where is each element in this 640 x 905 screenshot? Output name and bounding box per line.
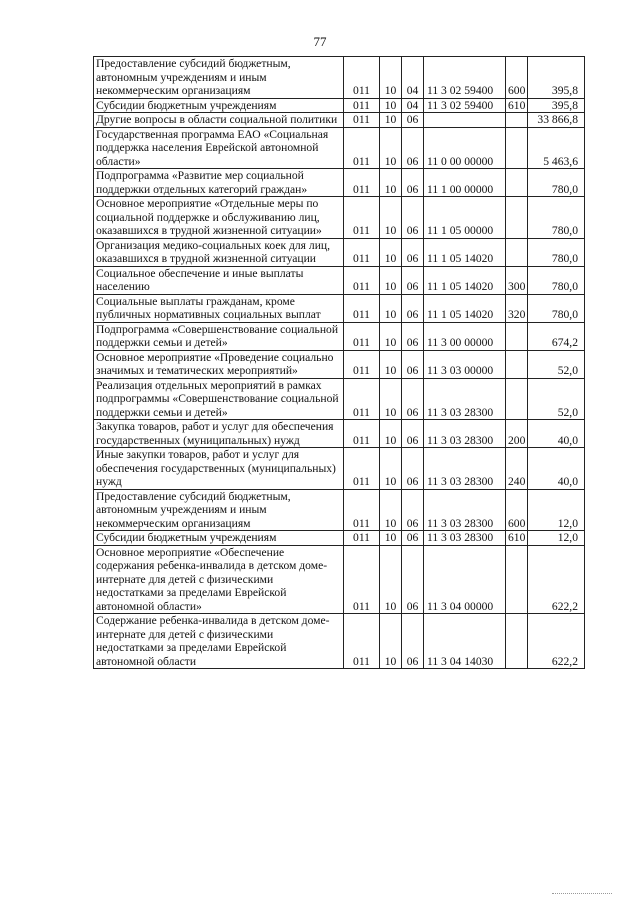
row-section-code: 10 bbox=[380, 127, 402, 169]
row-section-code: 10 bbox=[380, 238, 402, 266]
budget-table bbox=[93, 56, 585, 669]
row-name-cell: Субсидии бюджетным учреждениям bbox=[94, 98, 344, 113]
table-row bbox=[94, 531, 585, 546]
row-expense-type: 600 bbox=[506, 57, 528, 99]
row-subsection-code: 06 bbox=[402, 294, 424, 322]
row-name-cell: Государственная программа ЕАО «Социальная поддержка населения Еврейской автономной области» bbox=[94, 127, 344, 169]
row-expense-type: 200 bbox=[506, 420, 528, 448]
row-amount: 40,0 bbox=[528, 420, 585, 448]
page-number: 77 bbox=[313, 34, 327, 49]
row-expense-type: 320 bbox=[506, 294, 528, 322]
row-subsection-code: 06 bbox=[402, 322, 424, 350]
row-section-code: 10 bbox=[380, 545, 402, 614]
row-name-cell: Основное мероприятие «Отдельные меры по социальной поддержке и обслуживанию лиц, оказавшихся в трудной жизненной ситуации» bbox=[94, 197, 344, 239]
row-expense-type bbox=[506, 350, 528, 378]
table-row bbox=[94, 350, 585, 378]
row-name-cell: Подпрограмма «Совершенствование социальной поддержки семьи и детей» bbox=[94, 322, 344, 350]
row-ministry-code: 011 bbox=[344, 98, 380, 113]
table-row bbox=[94, 294, 585, 322]
row-amount: 5 463,6 bbox=[528, 127, 585, 169]
row-expense-type bbox=[506, 322, 528, 350]
row-name-cell: Реализация отдельных мероприятий в рамках подпрограммы «Совершенствование социальной поддержки семьи и детей» bbox=[94, 378, 344, 420]
row-amount: 52,0 bbox=[528, 350, 585, 378]
table-row bbox=[94, 57, 585, 99]
row-amount: 12,0 bbox=[528, 489, 585, 531]
row-amount: 622,2 bbox=[528, 614, 585, 669]
table-row bbox=[94, 169, 585, 197]
table-row bbox=[94, 489, 585, 531]
row-target-code: 11 3 00 00000 bbox=[424, 322, 506, 350]
row-target-code: 11 3 03 28300 bbox=[424, 378, 506, 420]
row-amount: 40,0 bbox=[528, 448, 585, 490]
row-section-code: 10 bbox=[380, 350, 402, 378]
row-section-code: 10 bbox=[380, 197, 402, 239]
row-target-code: 11 3 03 28300 bbox=[424, 489, 506, 531]
row-name-cell: Другие вопросы в области социальной политики bbox=[94, 113, 344, 128]
row-amount: 12,0 bbox=[528, 531, 585, 546]
row-ministry-code: 011 bbox=[344, 238, 380, 266]
row-section-code: 10 bbox=[380, 113, 402, 128]
row-section-code: 10 bbox=[380, 266, 402, 294]
row-expense-type: 240 bbox=[506, 448, 528, 490]
row-section-code: 10 bbox=[380, 294, 402, 322]
row-ministry-code: 011 bbox=[344, 266, 380, 294]
table-row bbox=[94, 378, 585, 420]
row-amount: 780,0 bbox=[528, 169, 585, 197]
table-body bbox=[94, 57, 585, 669]
row-subsection-code: 06 bbox=[402, 531, 424, 546]
row-amount: 395,8 bbox=[528, 57, 585, 99]
row-target-code: 11 1 05 00000 bbox=[424, 197, 506, 239]
row-name-cell: Содержание ребенка-инвалида в детском доме-интернате для детей с физическими недостатками за пределами Еврейской автономной области bbox=[94, 614, 344, 669]
row-section-code: 10 bbox=[380, 420, 402, 448]
row-subsection-code: 06 bbox=[402, 266, 424, 294]
row-target-code: 11 3 04 00000 bbox=[424, 545, 506, 614]
row-expense-type bbox=[506, 127, 528, 169]
row-ministry-code: 011 bbox=[344, 169, 380, 197]
row-target-code: 11 1 00 00000 bbox=[424, 169, 506, 197]
row-ministry-code: 011 bbox=[344, 378, 380, 420]
row-ministry-code: 011 bbox=[344, 448, 380, 490]
row-subsection-code: 06 bbox=[402, 489, 424, 531]
row-ministry-code: 011 bbox=[344, 350, 380, 378]
row-amount: 780,0 bbox=[528, 294, 585, 322]
row-expense-type bbox=[506, 378, 528, 420]
row-amount: 780,0 bbox=[528, 238, 585, 266]
row-subsection-code: 06 bbox=[402, 169, 424, 197]
row-expense-type: 600 bbox=[506, 489, 528, 531]
row-name-cell: Закупка товаров, работ и услуг для обеспечения государственных (муниципальных) нужд bbox=[94, 420, 344, 448]
row-subsection-code: 06 bbox=[402, 420, 424, 448]
row-target-code: 11 3 03 00000 bbox=[424, 350, 506, 378]
row-name-cell: Субсидии бюджетным учреждениям bbox=[94, 531, 344, 546]
row-ministry-code: 011 bbox=[344, 614, 380, 669]
row-amount: 780,0 bbox=[528, 266, 585, 294]
row-target-code: 11 1 05 14020 bbox=[424, 266, 506, 294]
row-subsection-code: 06 bbox=[402, 614, 424, 669]
row-section-code: 10 bbox=[380, 322, 402, 350]
row-amount: 780,0 bbox=[528, 197, 585, 239]
row-expense-type: 610 bbox=[506, 98, 528, 113]
row-expense-type bbox=[506, 614, 528, 669]
row-expense-type: 300 bbox=[506, 266, 528, 294]
footer-mark bbox=[552, 893, 612, 895]
table-row bbox=[94, 545, 585, 614]
row-target-code: 11 3 02 59400 bbox=[424, 57, 506, 99]
row-target-code: 11 3 03 28300 bbox=[424, 420, 506, 448]
row-section-code: 10 bbox=[380, 98, 402, 113]
row-amount: 674,2 bbox=[528, 322, 585, 350]
row-ministry-code: 011 bbox=[344, 57, 380, 99]
row-ministry-code: 011 bbox=[344, 545, 380, 614]
row-name-cell: Подпрограмма «Развитие мер социальной поддержки отдельных категорий граждан» bbox=[94, 169, 344, 197]
row-subsection-code: 06 bbox=[402, 378, 424, 420]
table-row bbox=[94, 113, 585, 128]
row-target-code: 11 0 00 00000 bbox=[424, 127, 506, 169]
row-target-code: 11 3 03 28300 bbox=[424, 448, 506, 490]
row-section-code: 10 bbox=[380, 378, 402, 420]
row-section-code: 10 bbox=[380, 614, 402, 669]
row-subsection-code: 04 bbox=[402, 98, 424, 113]
row-subsection-code: 06 bbox=[402, 238, 424, 266]
table-row bbox=[94, 322, 585, 350]
row-ministry-code: 011 bbox=[344, 127, 380, 169]
row-section-code: 10 bbox=[380, 531, 402, 546]
row-ministry-code: 011 bbox=[344, 294, 380, 322]
row-subsection-code: 06 bbox=[402, 545, 424, 614]
table-row bbox=[94, 127, 585, 169]
row-ministry-code: 011 bbox=[344, 489, 380, 531]
table-row bbox=[94, 197, 585, 239]
row-section-code: 10 bbox=[380, 57, 402, 99]
row-name-cell: Основное мероприятие «Обеспечение содержания ребенка-инвалида в детском доме-интернате для детей с физическими недостатками за пределами Еврейской автономной области» bbox=[94, 545, 344, 614]
row-target-code bbox=[424, 113, 506, 128]
row-ministry-code: 011 bbox=[344, 322, 380, 350]
row-subsection-code: 06 bbox=[402, 113, 424, 128]
row-name-cell: Предоставление субсидий бюджетным, автономным учреждениям и иным некоммерческим организациям bbox=[94, 489, 344, 531]
row-amount: 52,0 bbox=[528, 378, 585, 420]
row-target-code: 11 3 04 14030 bbox=[424, 614, 506, 669]
table-row bbox=[94, 238, 585, 266]
row-subsection-code: 04 bbox=[402, 57, 424, 99]
row-ministry-code: 011 bbox=[344, 113, 380, 128]
row-expense-type bbox=[506, 113, 528, 128]
row-amount: 395,8 bbox=[528, 98, 585, 113]
row-name-cell: Иные закупки товаров, работ и услуг для обеспечения государственных (муниципальных) нужд bbox=[94, 448, 344, 490]
row-subsection-code: 06 bbox=[402, 127, 424, 169]
row-target-code: 11 3 02 59400 bbox=[424, 98, 506, 113]
row-expense-type bbox=[506, 197, 528, 239]
row-ministry-code: 011 bbox=[344, 531, 380, 546]
row-section-code: 10 bbox=[380, 448, 402, 490]
row-subsection-code: 06 bbox=[402, 350, 424, 378]
row-name-cell: Социальные выплаты гражданам, кроме публичных нормативных социальных выплат bbox=[94, 294, 344, 322]
table-row bbox=[94, 420, 585, 448]
row-section-code: 10 bbox=[380, 169, 402, 197]
row-name-cell: Организация медико-социальных коек для лиц, оказавшихся в трудной жизненной ситуации bbox=[94, 238, 344, 266]
row-target-code: 11 1 05 14020 bbox=[424, 294, 506, 322]
table-row bbox=[94, 266, 585, 294]
row-expense-type: 610 bbox=[506, 531, 528, 546]
row-target-code: 11 3 03 28300 bbox=[424, 531, 506, 546]
row-amount: 622,2 bbox=[528, 545, 585, 614]
row-name-cell: Предоставление субсидий бюджетным, автономным учреждениям и иным некоммерческим организациям bbox=[94, 57, 344, 99]
row-ministry-code: 011 bbox=[344, 197, 380, 239]
table-row bbox=[94, 614, 585, 669]
row-expense-type bbox=[506, 238, 528, 266]
row-expense-type bbox=[506, 169, 528, 197]
row-amount: 33 866,8 bbox=[528, 113, 585, 128]
row-name-cell: Основное мероприятие «Проведение социально значимых и тематических мероприятий» bbox=[94, 350, 344, 378]
row-subsection-code: 06 bbox=[402, 197, 424, 239]
row-section-code: 10 bbox=[380, 489, 402, 531]
row-ministry-code: 011 bbox=[344, 420, 380, 448]
row-expense-type bbox=[506, 545, 528, 614]
table-row bbox=[94, 448, 585, 490]
row-name-cell: Социальное обеспечение и иные выплаты населению bbox=[94, 266, 344, 294]
row-subsection-code: 06 bbox=[402, 448, 424, 490]
table-row bbox=[94, 98, 585, 113]
row-target-code: 11 1 05 14020 bbox=[424, 238, 506, 266]
